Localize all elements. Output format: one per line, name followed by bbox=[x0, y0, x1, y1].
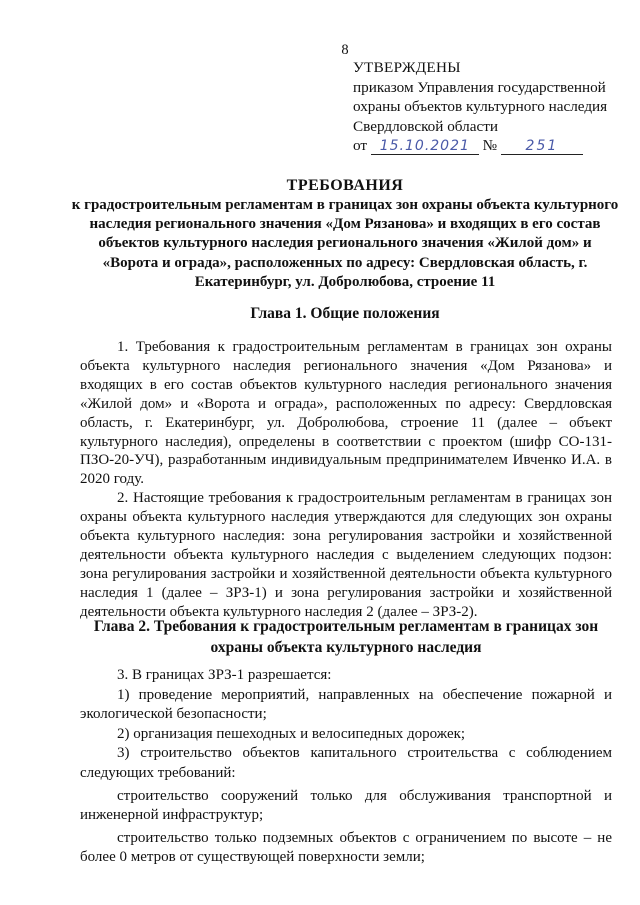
approval-heading: УТВЕРЖДЕНЫ bbox=[353, 59, 461, 76]
chapter-2-heading: Глава 2. Требования к градостроительным регламентам в границах зон охраны объекта культурного наследия bbox=[93, 618, 599, 656]
chapter-1-body bbox=[80, 338, 612, 622]
list-item: 2) организация пешеходных и велосипедных дорожек; bbox=[117, 725, 466, 742]
chapter-2-body bbox=[80, 666, 612, 868]
sub-item: строительство только подземных объектов с ограничением по высоте – не более 0 метров от существующей поверхности земли; bbox=[80, 829, 612, 866]
handwritten-number: 251 bbox=[501, 138, 583, 155]
handwritten-date: 15.10.2021 bbox=[371, 138, 479, 155]
date-prefix: от bbox=[353, 137, 368, 154]
title-subtitle: к градостроительным регламентам в границах зон охраны объекта культурного наследия регионального значения «Дом Рязанова» и входящих в его состав объектов культурного наследия регионального значения «Жилой дом» и «Ворота и ограда», расположенных по адресу: Свердловская область, г. Екатеринбург, ул. Добролюбова, строение 11 bbox=[71, 197, 619, 290]
list-item: 3) строительство объектов капитального строительства с соблюдением следующих требований: bbox=[80, 745, 612, 781]
approval-date-number-line bbox=[353, 136, 623, 156]
paragraph: 1. Требования к градостроительным регламентам в границах зон охраны объекта культурного наследия регионального значения «Дом Рязанова» и входящих в его состав объектов культурного наследия регионального значения «Жилой дом» и «Ворота и ограда», расположенных по адресу: Свердловская область, г. Екатеринбург, ул. Добролюбова, строение 11 (далее – объект культурного наследия), определены в соответствии с проектом (шифр СО-131-ПЗО-20-УЧ), разработанным индивидуальным предпринимателем Ивченко И.А. в 2020 году. bbox=[80, 339, 612, 488]
number-prefix: № bbox=[482, 137, 498, 154]
chapter-1-heading: Глава 1. Общие положения bbox=[250, 305, 440, 322]
approval-line-2: охраны объектов культурного наследия bbox=[353, 98, 608, 115]
approval-line-1: приказом Управления государственной bbox=[353, 78, 606, 96]
approval-block bbox=[353, 58, 623, 156]
sub-item: строительство сооружений только для обслуживания транспортной и инженерной инфраструктур; bbox=[80, 787, 612, 824]
paragraph: 3. В границах ЗРЗ-1 разрешается: bbox=[117, 667, 332, 683]
paragraph: 2. Настоящие требования к градостроительным регламентам в границах зон охраны объекта культурного наследия утверждаются для следующих зон охраны объекта культурного наследия: зона регулирования застройки и хозяйственной деятельности объекта культурного наследия с выделением следующих подзон: зона регулирования застройки и хозяйственной деятельности объекта культурного наследия 1 (далее – ЗРЗ-1) и зона регулирования застройки и хозяйственной деятельности объекта культурного наследия 2 (далее – ЗРЗ-2). bbox=[80, 490, 612, 620]
document-title bbox=[70, 176, 620, 292]
approval-line-3: Свердловской области bbox=[353, 117, 498, 135]
page-number: 8 bbox=[341, 42, 349, 58]
title-main: ТРЕБОВАНИЯ bbox=[286, 177, 404, 194]
list-item: 1) проведение мероприятий, направленных на обеспечение пожарной и экологической безопасности; bbox=[80, 686, 612, 723]
